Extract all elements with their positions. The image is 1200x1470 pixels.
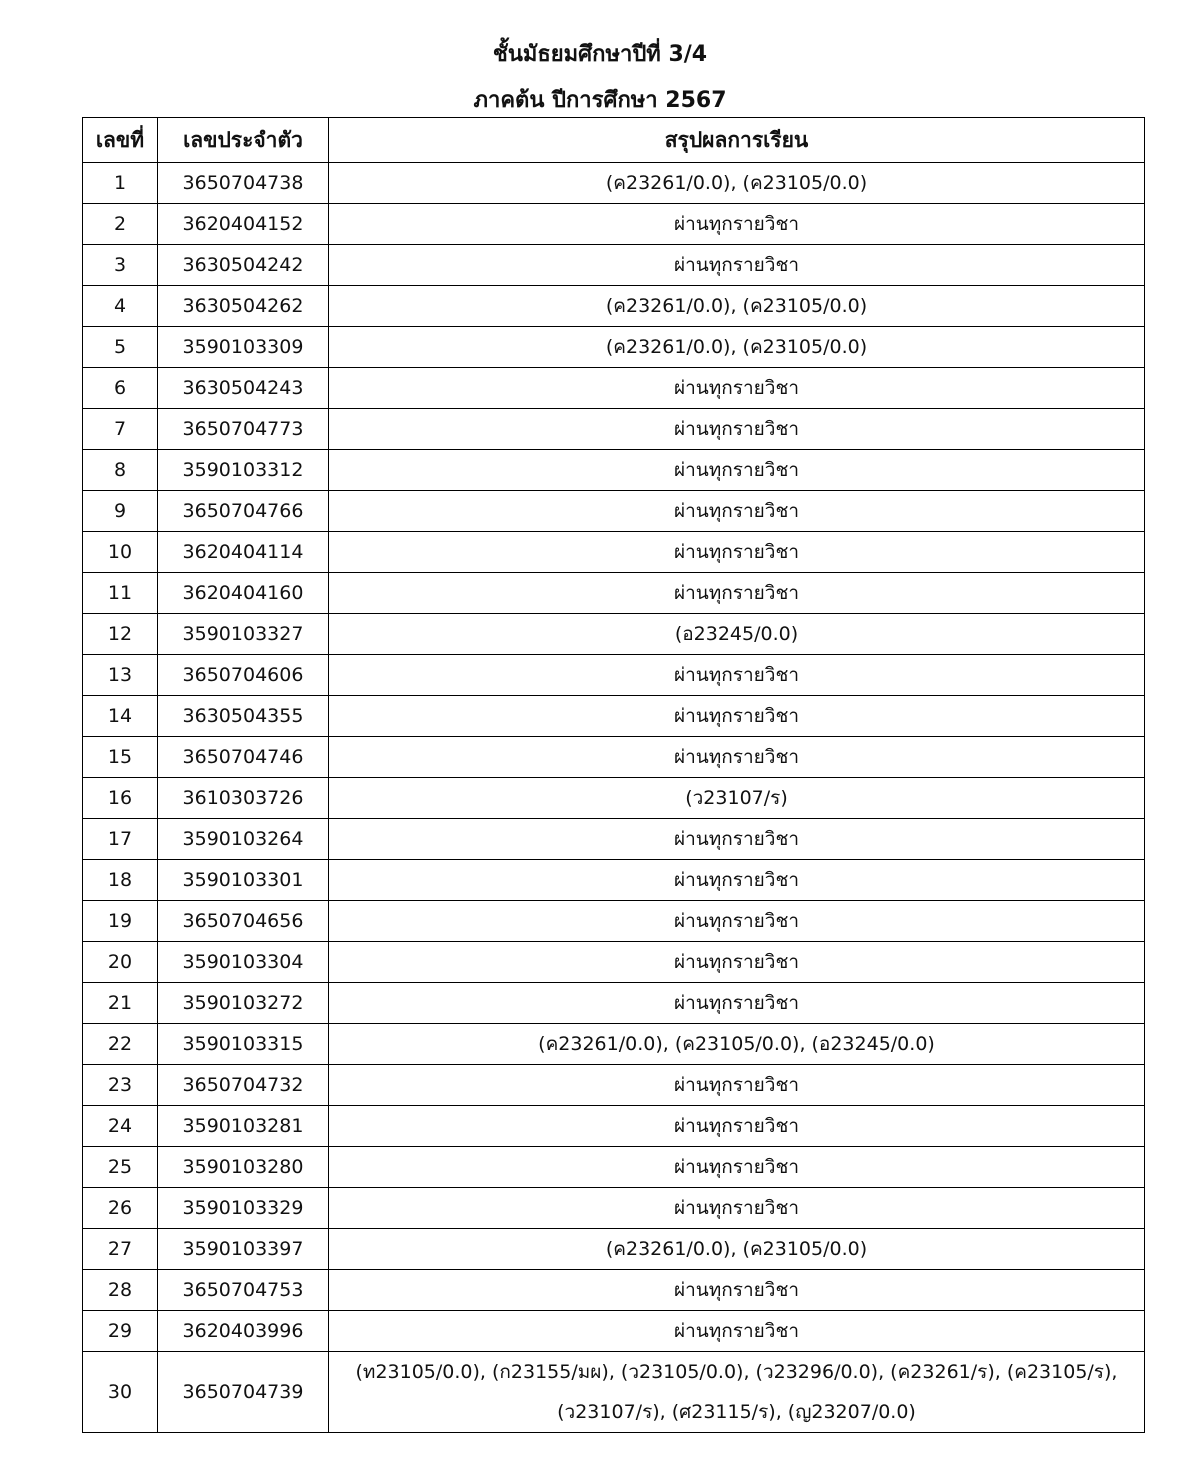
table-row bbox=[83, 1024, 1145, 1065]
cell-number: 16 bbox=[83, 778, 158, 819]
cell-number: 13 bbox=[83, 655, 158, 696]
cell-result: (ค23261/0.0), (ค23105/0.0) bbox=[329, 1229, 1145, 1270]
table-row bbox=[83, 819, 1145, 860]
cell-result: ผ่านทุกรายวิชา bbox=[329, 573, 1145, 614]
table-row bbox=[83, 1106, 1145, 1147]
cell-student-id: 3590103309 bbox=[158, 327, 329, 368]
table-row bbox=[83, 491, 1145, 532]
cell-number: 4 bbox=[83, 286, 158, 327]
table-row bbox=[83, 286, 1145, 327]
cell-student-id: 3650704732 bbox=[158, 1065, 329, 1106]
table-row bbox=[83, 1188, 1145, 1229]
cell-student-id: 3650704753 bbox=[158, 1270, 329, 1311]
cell-result: ผ่านทุกรายวิชา bbox=[329, 819, 1145, 860]
table-row bbox=[83, 1229, 1145, 1270]
cell-number: 8 bbox=[83, 450, 158, 491]
table-row bbox=[83, 655, 1145, 696]
cell-student-id: 3590103329 bbox=[158, 1188, 329, 1229]
cell-result: (ว23107/ร) bbox=[329, 778, 1145, 819]
cell-student-id: 3620404160 bbox=[158, 573, 329, 614]
cell-result: ผ่านทุกรายวิชา bbox=[329, 1065, 1145, 1106]
cell-result: (ค23261/0.0), (ค23105/0.0) bbox=[329, 163, 1145, 204]
header-number: เลขที่ bbox=[83, 118, 158, 163]
cell-result: ผ่านทุกรายวิชา bbox=[329, 1188, 1145, 1229]
cell-result: (ค23261/0.0), (ค23105/0.0) bbox=[329, 327, 1145, 368]
cell-result: ผ่านทุกรายวิชา bbox=[329, 245, 1145, 286]
cell-number: 5 bbox=[83, 327, 158, 368]
cell-number: 26 bbox=[83, 1188, 158, 1229]
header-row bbox=[83, 118, 1145, 163]
cell-result: ผ่านทุกรายวิชา bbox=[329, 491, 1145, 532]
cell-number: 27 bbox=[83, 1229, 158, 1270]
cell-student-id: 3650704766 bbox=[158, 491, 329, 532]
cell-student-id: 3620404152 bbox=[158, 204, 329, 245]
table-row bbox=[83, 204, 1145, 245]
table-row bbox=[83, 901, 1145, 942]
cell-number: 22 bbox=[83, 1024, 158, 1065]
cell-number: 15 bbox=[83, 737, 158, 778]
cell-result: ผ่านทุกรายวิชา bbox=[329, 901, 1145, 942]
table-row bbox=[83, 163, 1145, 204]
table-row bbox=[83, 1311, 1145, 1352]
cell-student-id: 3630504355 bbox=[158, 696, 329, 737]
cell-number: 11 bbox=[83, 573, 158, 614]
cell-number: 1 bbox=[83, 163, 158, 204]
cell-number: 25 bbox=[83, 1147, 158, 1188]
cell-number: 2 bbox=[83, 204, 158, 245]
table-row bbox=[83, 860, 1145, 901]
cell-student-id: 3590103327 bbox=[158, 614, 329, 655]
cell-number: 17 bbox=[83, 819, 158, 860]
table-row bbox=[83, 778, 1145, 819]
table-row bbox=[83, 245, 1145, 286]
table-row bbox=[83, 942, 1145, 983]
table-row bbox=[83, 368, 1145, 409]
cell-student-id: 3650704746 bbox=[158, 737, 329, 778]
cell-result: ผ่านทุกรายวิชา bbox=[329, 655, 1145, 696]
cell-result: ผ่านทุกรายวิชา bbox=[329, 860, 1145, 901]
page-subtitle: ภาคต้น ปีการศึกษา 2567 bbox=[473, 88, 727, 113]
cell-result: ผ่านทุกรายวิชา bbox=[329, 696, 1145, 737]
cell-number: 20 bbox=[83, 942, 158, 983]
cell-student-id: 3590103312 bbox=[158, 450, 329, 491]
cell-result: ผ่านทุกรายวิชา bbox=[329, 1106, 1145, 1147]
cell-student-id: 3650704656 bbox=[158, 901, 329, 942]
cell-student-id: 3590103301 bbox=[158, 860, 329, 901]
header-result-summary: สรุปผลการเรียน bbox=[329, 118, 1145, 163]
cell-result: (ท23105/0.0), (ก23155/มผ), (ว23105/0.0), (ว23296/0.0), (ค23261/ร), (ค23105/ร), (ว23107/ร), (ศ23115/ร), (ญ23207/0.0) bbox=[329, 1352, 1145, 1433]
table-header bbox=[83, 118, 1145, 163]
cell-result: ผ่านทุกรายวิชา bbox=[329, 450, 1145, 491]
cell-number: 3 bbox=[83, 245, 158, 286]
cell-student-id: 3630504242 bbox=[158, 245, 329, 286]
table-row bbox=[83, 1270, 1145, 1311]
cell-student-id: 3590103281 bbox=[158, 1106, 329, 1147]
table-row bbox=[83, 573, 1145, 614]
page-title: ชั้นมัธยมศึกษาปีที่ 3/4 bbox=[492, 42, 708, 67]
cell-result: ผ่านทุกรายวิชา bbox=[329, 983, 1145, 1024]
table-row bbox=[83, 983, 1145, 1024]
cell-result: (ค23261/0.0), (ค23105/0.0) bbox=[329, 286, 1145, 327]
table-row bbox=[83, 696, 1145, 737]
table-row bbox=[83, 614, 1145, 655]
cell-number: 10 bbox=[83, 532, 158, 573]
cell-result: ผ่านทุกรายวิชา bbox=[329, 532, 1145, 573]
table-row bbox=[83, 1352, 1145, 1433]
cell-student-id: 3590103304 bbox=[158, 942, 329, 983]
header-student-id: เลขประจำตัว bbox=[158, 118, 329, 163]
cell-number: 9 bbox=[83, 491, 158, 532]
cell-student-id: 3610303726 bbox=[158, 778, 329, 819]
table-row bbox=[83, 737, 1145, 778]
cell-result: ผ่านทุกรายวิชา bbox=[329, 368, 1145, 409]
cell-student-id: 3650704773 bbox=[158, 409, 329, 450]
cell-student-id: 3590103272 bbox=[158, 983, 329, 1024]
cell-number: 19 bbox=[83, 901, 158, 942]
cell-result: (ค23261/0.0), (ค23105/0.0), (อ23245/0.0) bbox=[329, 1024, 1145, 1065]
table-row bbox=[83, 1065, 1145, 1106]
cell-number: 18 bbox=[83, 860, 158, 901]
table-row bbox=[83, 532, 1145, 573]
cell-student-id: 3630504262 bbox=[158, 286, 329, 327]
cell-result: ผ่านทุกรายวิชา bbox=[329, 737, 1145, 778]
cell-number: 29 bbox=[83, 1311, 158, 1352]
cell-result: ผ่านทุกรายวิชา bbox=[329, 1270, 1145, 1311]
cell-result: (อ23245/0.0) bbox=[329, 614, 1145, 655]
cell-student-id: 3590103397 bbox=[158, 1229, 329, 1270]
cell-result: ผ่านทุกรายวิชา bbox=[329, 1147, 1145, 1188]
cell-result: ผ่านทุกรายวิชา bbox=[329, 1311, 1145, 1352]
results-table bbox=[82, 117, 1145, 1433]
cell-number: 28 bbox=[83, 1270, 158, 1311]
cell-number: 6 bbox=[83, 368, 158, 409]
cell-student-id: 3590103264 bbox=[158, 819, 329, 860]
cell-student-id: 3650704606 bbox=[158, 655, 329, 696]
cell-number: 30 bbox=[83, 1352, 158, 1433]
cell-number: 14 bbox=[83, 696, 158, 737]
table-row bbox=[83, 327, 1145, 368]
cell-number: 23 bbox=[83, 1065, 158, 1106]
table-row bbox=[83, 409, 1145, 450]
cell-number: 12 bbox=[83, 614, 158, 655]
cell-number: 21 bbox=[83, 983, 158, 1024]
cell-result: ผ่านทุกรายวิชา bbox=[329, 942, 1145, 983]
cell-student-id: 3650704739 bbox=[158, 1352, 329, 1433]
cell-student-id: 3620404114 bbox=[158, 532, 329, 573]
cell-number: 7 bbox=[83, 409, 158, 450]
cell-number: 24 bbox=[83, 1106, 158, 1147]
cell-result: ผ่านทุกรายวิชา bbox=[329, 409, 1145, 450]
cell-student-id: 3590103315 bbox=[158, 1024, 329, 1065]
table-row bbox=[83, 1147, 1145, 1188]
cell-student-id: 3650704738 bbox=[158, 163, 329, 204]
cell-student-id: 3590103280 bbox=[158, 1147, 329, 1188]
cell-student-id: 3630504243 bbox=[158, 368, 329, 409]
table-body bbox=[83, 163, 1145, 1433]
cell-result: ผ่านทุกรายวิชา bbox=[329, 204, 1145, 245]
table-row bbox=[83, 450, 1145, 491]
cell-student-id: 3620403996 bbox=[158, 1311, 329, 1352]
